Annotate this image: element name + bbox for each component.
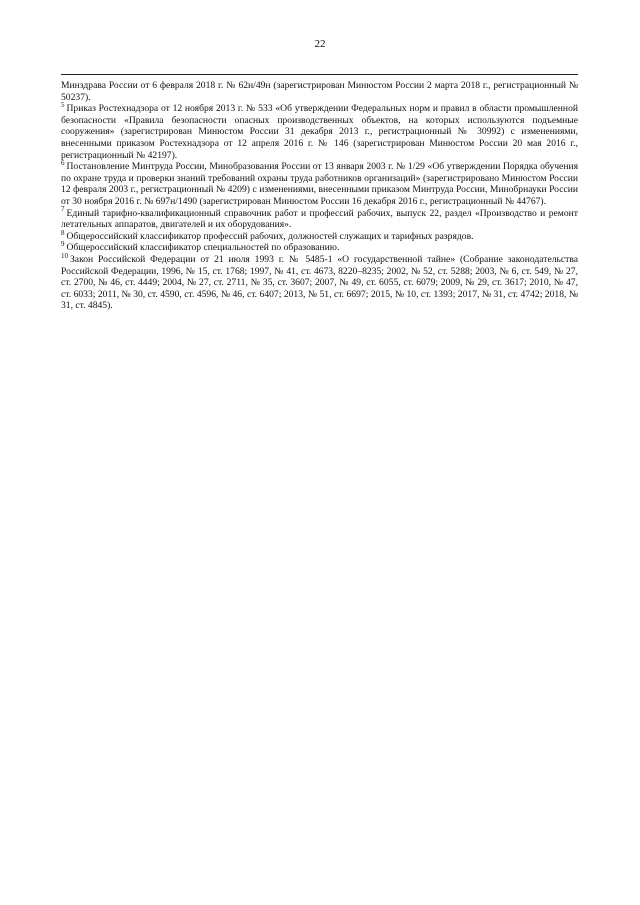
footnote-mark: 9 <box>61 240 65 249</box>
footnote-7 <box>61 205 578 231</box>
footnote-mark: 7 <box>61 205 65 214</box>
footnote-mark: 10 <box>61 251 68 260</box>
footnote-9 <box>61 242 578 254</box>
footnote-text: Общероссийский классификатор специальностей по образованию. <box>66 242 340 254</box>
footnote-text: Постановление Минтруда России, Минобразования России от 13 января 2003 г. № 1/29 «Об утверждении Порядка обучения по охране труда и проверки знаний требований охраны труда работников организаций» (зарегистрировано Минюстом России 12 февраля 2003 г., регистрационный № 4209) с изменениями, внесенными приказом Минтруда России, Минобрнауки России от 30 ноября 2016 г. № 697н/1490 (зарегистрирован Минюстом России 16 декабря 2016 г., регистрационный № 44767). <box>61 161 578 207</box>
footnote-mark: 8 <box>61 228 65 237</box>
page-number: 22 <box>314 38 326 50</box>
footnote-text: Приказ Ростехнадзора от 12 ноября 2013 г. № 533 «Об утверждении Федеральных норм и правил в области промышленной безопасности «Правила безопасности опасных производственных объектов, на которых используются подъемные сооружения» (зарегистрирован Минюстом России 31 декабря 2013 г., регистрационный № 30992) с изменениями, внесенными приказом Ростехнадзора от 12 апреля 2016 г. № 146 (зарегистрирован Минюстом России 20 мая 2016 г., регистрационный № 42197). <box>61 103 578 161</box>
footnote-mark: 5 <box>61 101 65 109</box>
footnote-continuation <box>61 80 578 103</box>
footnotes-section <box>61 80 578 312</box>
footnote-5 <box>61 103 578 161</box>
footnote-mark: 6 <box>61 158 65 167</box>
footnote-text: Закон Российской Федерации от 21 июля 1993 г. № 5485-1 «О государственной тайне» (Собрание законодательства Российской Федерации, 1996, № 15, ст. 1768; 1997, № 41, ст. 4673, 8220–8235; 2002, № 52, ст. 5288; 2003, № 6, ст. 549, № 27, ст. 2700, № 46, ст. 4449; 2004, № 27, ст. 2711, № 35, ст. 3607; 2007, № 49, ст. 6055, ст. 6079; 2009, № 29, ст. 3617; 2010, № 47, ст. 6033; 2011, № 30, ст. 4590, ст. 4596, № 46, ст. 6407; 2013, № 51, ст. 6697; 2015, № 10, ст. 1393; 2017, № 31, ст. 4742; 2018, № 31, ст. 4845). <box>61 253 578 312</box>
footnote-text: Минздрава России от 6 февраля 2018 г. № 62н/49н (зарегистрирован Минюстом России 2 марта 2018 г., регистрационный № 50237). <box>61 80 578 103</box>
footnote-10 <box>61 251 578 312</box>
footnote-6 <box>61 158 578 207</box>
footnote-separator <box>61 74 578 75</box>
footnote-text: Единый тарифно-квалификационный справочник работ и профессий рабочих, выпуск 22, раздел «Производство и ремонт летательных аппаратов, двигателей и их оборудования». <box>61 207 578 231</box>
footnote-text: Общероссийский классификатор профессий рабочих, должностей служащих и тарифных разрядов. <box>66 230 474 242</box>
footnote-8 <box>61 228 578 243</box>
